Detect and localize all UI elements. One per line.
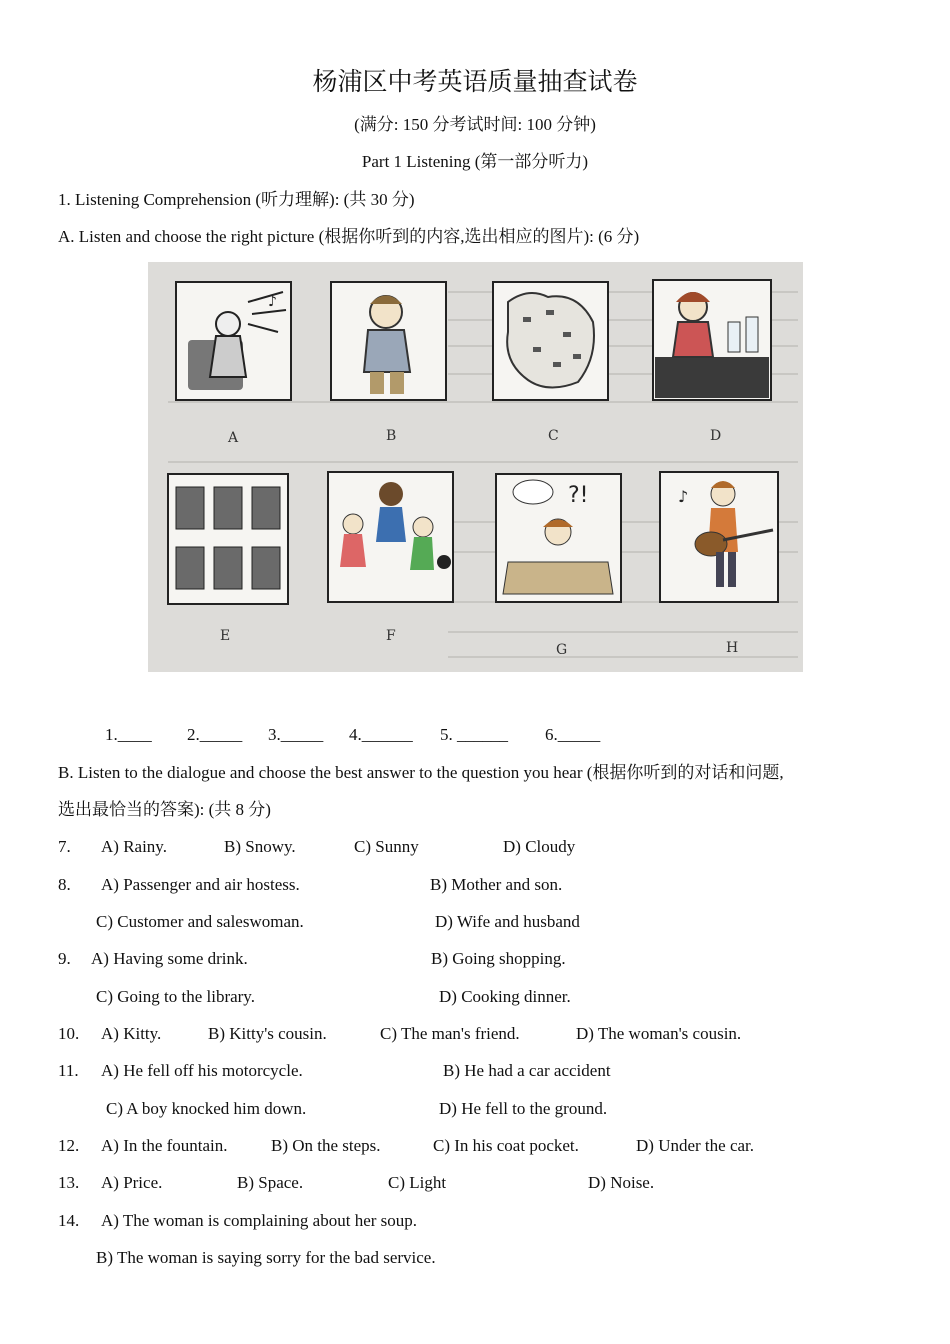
option-a[interactable]: A) Having some drink. <box>91 949 248 968</box>
option-d[interactable]: D) Noise. <box>588 1173 655 1192</box>
option-c[interactable]: C) Sunny <box>354 837 419 856</box>
option-b[interactable]: B) Kitty's cousin. <box>208 1024 327 1043</box>
option-c[interactable]: C) Going to the library. <box>96 987 255 1006</box>
section-b-instruction: B. Listen to the dialogue and choose the best answer to the question you hear (根据你听到的对话和问题, <box>58 763 784 782</box>
option-d[interactable]: D) Cooking dinner. <box>439 987 571 1006</box>
subtitle: (满分: 150 分考试时间: 100 分钟) <box>354 115 596 134</box>
answer-blank-1[interactable]: 1.____ <box>105 725 152 744</box>
picture-f <box>328 472 453 602</box>
svg-text:?!: ?! <box>568 483 589 508</box>
svg-text:♪: ♪ <box>678 487 689 506</box>
question-number: 8. <box>58 875 71 894</box>
part-heading: Part 1 Listening (第一部分听力) <box>361 152 589 171</box>
section-heading-listening: 1. Listening Comprehension (听力理解): (共 30 分) <box>58 190 415 209</box>
option-c[interactable]: C) A boy knocked him down. <box>106 1099 307 1118</box>
option-d[interactable]: D) The woman's cousin. <box>576 1024 742 1043</box>
option-c[interactable]: C) Light <box>388 1173 447 1192</box>
question-number: 11. <box>58 1061 79 1080</box>
label-g: G <box>556 642 568 658</box>
question-number: 12. <box>58 1136 80 1155</box>
section-b-instruction-cont: 选出最恰当的答案): (共 8 分) <box>58 800 271 819</box>
option-a[interactable]: A) Rainy. <box>101 837 167 856</box>
picture-g <box>496 474 621 602</box>
option-b[interactable]: B) Snowy. <box>224 837 296 856</box>
question-number: 13. <box>58 1173 80 1192</box>
option-a[interactable]: A) Price. <box>101 1173 163 1192</box>
option-a[interactable]: A) He fell off his motorcycle. <box>101 1061 303 1080</box>
option-c[interactable]: C) Customer and saleswoman. <box>96 912 304 931</box>
answer-blank-5[interactable]: 5. ______ <box>440 725 508 744</box>
question-number: 10. <box>58 1024 80 1043</box>
question-number: 9. <box>58 949 71 968</box>
option-b[interactable]: B) On the steps. <box>271 1136 381 1155</box>
option-b[interactable]: B) He had a car accident <box>443 1061 611 1080</box>
option-b[interactable]: B) Going shopping. <box>431 949 566 968</box>
picture-c <box>493 282 608 400</box>
option-a[interactable]: A) Kitty. <box>101 1024 162 1043</box>
option-d[interactable]: D) He fell to the ground. <box>439 1099 608 1118</box>
answer-blank-3[interactable]: 3._____ <box>268 725 324 744</box>
option-d[interactable]: D) Cloudy <box>503 837 576 856</box>
option-b[interactable]: B) Mother and son. <box>430 875 563 894</box>
section-a-instruction: A. Listen and choose the right picture (根据你听到的内容,选出相应的图片): (6 分) <box>58 227 640 246</box>
picture-h <box>660 472 778 602</box>
question-number: 7. <box>58 837 71 856</box>
picture-d <box>653 280 771 400</box>
picture-b <box>331 282 446 400</box>
answer-blank-6[interactable]: 6._____ <box>545 725 601 744</box>
question-number: 14. <box>58 1211 80 1230</box>
label-b: B <box>386 428 397 444</box>
page-title: 杨浦区中考英语质量抽查试卷 <box>312 67 638 96</box>
option-a[interactable]: A) The woman is complaining about her soup. <box>101 1211 418 1230</box>
option-d[interactable]: D) Wife and husband <box>435 912 580 931</box>
picture-e <box>168 474 288 604</box>
label-e: E <box>220 628 231 644</box>
option-c[interactable]: C) In his coat pocket. <box>433 1136 579 1155</box>
label-a: A <box>228 430 239 446</box>
option-a[interactable]: A) In the fountain. <box>101 1136 228 1155</box>
option-d[interactable]: D) Under the car. <box>636 1136 755 1155</box>
label-c: C <box>548 428 559 444</box>
option-b[interactable]: B) Space. <box>237 1173 304 1192</box>
picture-grid-photo <box>148 262 803 672</box>
answer-blank-2[interactable]: 2._____ <box>187 725 243 744</box>
label-f: F <box>386 628 396 644</box>
answer-blank-4[interactable]: 4.______ <box>349 725 413 744</box>
svg-text:♪: ♪ <box>268 294 277 310</box>
picture-a <box>176 282 291 400</box>
option-c[interactable]: C) The man's friend. <box>380 1024 520 1043</box>
option-a[interactable]: A) Passenger and air hostess. <box>101 875 300 894</box>
option-b[interactable]: B) The woman is saying sorry for the bad service. <box>96 1248 436 1267</box>
label-d: D <box>710 428 722 444</box>
label-h: H <box>726 640 739 656</box>
